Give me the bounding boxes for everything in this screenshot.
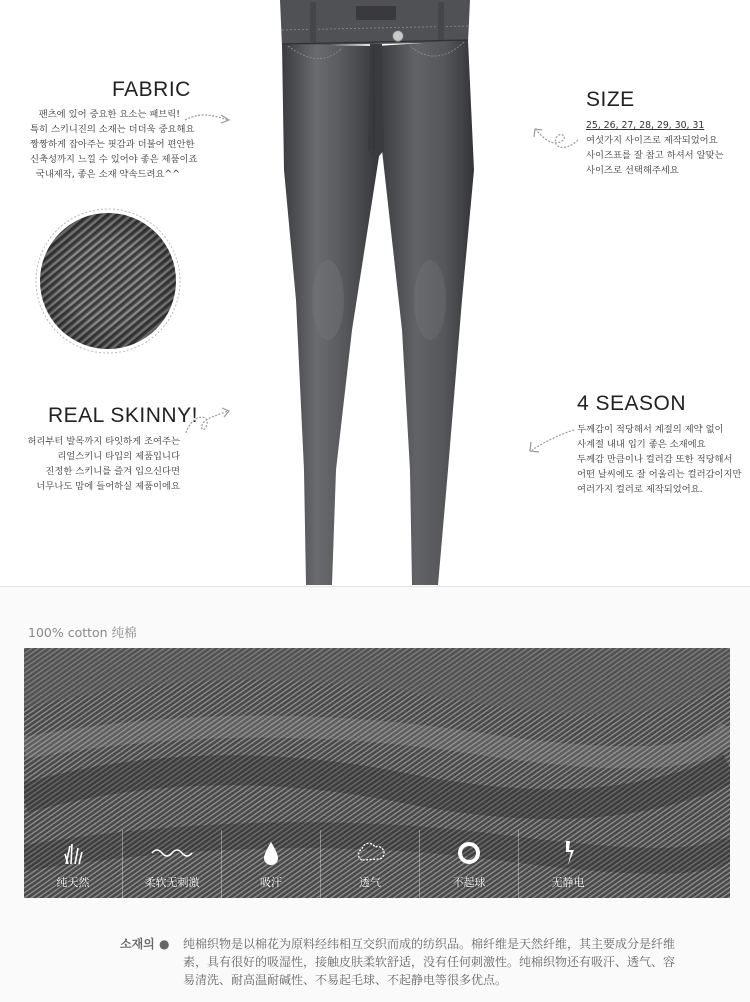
arrow-right-icon [183, 108, 235, 128]
feature-row [24, 830, 730, 898]
size-title: SIZE [586, 88, 635, 111]
ring-icon [455, 839, 483, 867]
fabric-swatch [35, 208, 181, 354]
size-line: 사이즈표를 잘 참고 하셔서 알맞는 [586, 150, 724, 161]
fabric-title: FABRIC [112, 78, 191, 101]
wave-icon [150, 843, 194, 863]
info-line: 素，具有很好的吸湿性，接触皮肤柔软舒适，没有任何刺激性。纯棉织物还有吸汗、透气、容 [183, 955, 676, 969]
feature-absorbent [221, 830, 320, 898]
season-line: 두께감이 적당해서 계절의 제약 없이 [577, 424, 724, 435]
fabric-line: 팬츠에 있어 중요한 요소는 패브릭! [38, 109, 180, 120]
feature-natural [24, 830, 122, 898]
season-line: 어떤 날씨에도 잘 어울리는 컬러감이지만 [577, 469, 742, 480]
size-description [586, 118, 724, 178]
cloud-icon [354, 840, 386, 866]
skinny-line: 너무나도 맘에 들어하실 제품이에요 [36, 481, 180, 492]
jeans-image [270, 0, 485, 586]
info-line: 纯棉织物是以棉花为原料经纬相互交织而成的纺织品。棉纤维是天然纤维，其主要成分是纤维 [183, 937, 676, 951]
fabric-line: 신축성까지 느낄 수 있어야 좋은 제품이죠 [30, 154, 198, 165]
fabric-line: 국내제작, 좋은 소재 약속드려요^^ [35, 169, 180, 180]
size-line: 사이즈로 선택해주세요 [586, 165, 679, 176]
size-line: 여섯가지 사이즈로 제작되었어요 [586, 135, 718, 146]
feature-label: 纯天然 [56, 876, 90, 889]
feature-label: 柔软无刺激 [144, 876, 200, 889]
season-line: 사계절 내내 입기 좋은 소재에요 [577, 439, 706, 450]
size-list: 25, 26, 27, 28, 29, 30, 31 [586, 120, 705, 131]
season-line: 여러가지 컬러로 제작되었어요. [577, 484, 703, 495]
skinny-description [20, 434, 180, 494]
fabric-line: 특히 스키니진의 소재는 더더욱 중요해요 [30, 124, 195, 135]
arrow-left-icon [524, 426, 578, 456]
fabric-description [30, 107, 198, 182]
lightning-icon [558, 839, 578, 867]
fabric-line: 짱짱하게 잡아주는 핏감과 더불어 편안한 [30, 139, 195, 150]
info-label: 소재의 ● [120, 937, 170, 951]
info-line: 易清洗、耐高温耐碱性、不易起毛球、不起静电等很多优点。 [183, 973, 508, 987]
grass-icon [60, 840, 86, 866]
material-label: 100% cotton 纯棉 [28, 625, 137, 640]
drop-icon [261, 840, 281, 866]
season-description [577, 422, 742, 497]
skinny-line: 허리부터 발목까지 타잇하게 조여주는 [27, 436, 180, 447]
skinny-line: 진정한 스키니를 즐겨 입으신다면 [45, 466, 180, 477]
section-divider [0, 586, 750, 587]
feature-breathable [320, 830, 419, 898]
season-title: 4 SEASON [577, 392, 687, 415]
feature-label: 透气 [359, 876, 381, 889]
curly-arrow-left-icon [530, 122, 582, 152]
skinny-line: 리얼스키니 타입의 제품입니다 [57, 451, 180, 462]
feature-label: 不起球 [452, 876, 486, 889]
feature-anti-static [518, 830, 617, 898]
skinny-title: REAL SKINNY! [48, 404, 198, 427]
feature-no-pilling [419, 830, 518, 898]
feature-label: 吸汗 [260, 876, 282, 889]
season-line: 두께감 만큼이나 컬러감 또한 적당해서 [577, 454, 733, 465]
info-description [183, 935, 733, 989]
feature-soft [122, 830, 221, 898]
feature-label: 无静电 [551, 876, 585, 889]
curly-arrow-icon [182, 403, 234, 439]
